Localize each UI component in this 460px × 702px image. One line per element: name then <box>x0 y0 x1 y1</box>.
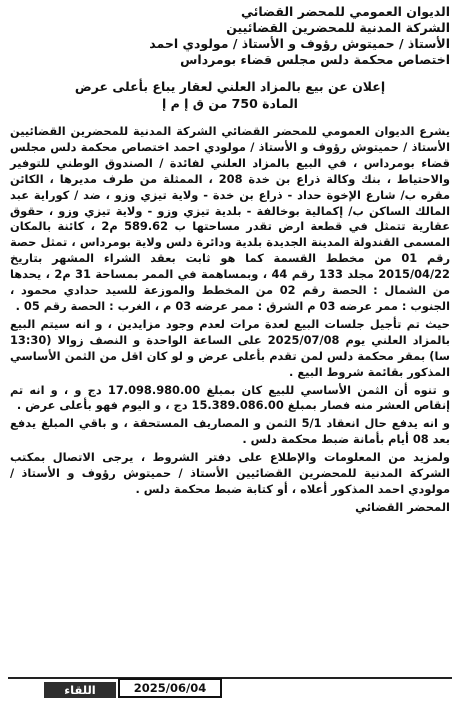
title-line: المادة 750 من ق إ م إ <box>162 96 298 111</box>
header-line: الأستاذ / حميتوش رؤوف و الأستاذ / مولودي احمد <box>149 36 450 51</box>
body-paragraph: حيث تم تأجيل جلسات البيع لعدة مرات لعدم وجود مزايدين ، و انه سيتم البيع بالمزاد العلني يوم 2025/07/08 على الساعة الواحدة و النصف زوالا (13:30 سا) بمقر محكمة دلس لمن تقدم بأعلى عرض و لو كان اقل من الثمن الأساسي المذكور بقائمة شروط البيع . <box>10 316 450 379</box>
publication-date: 2025/06/04 <box>118 678 222 698</box>
newspaper-name: اللقاء <box>44 682 116 698</box>
notice-title <box>10 78 450 112</box>
header-line: الديوان العمومي للمحضر القضائي <box>241 4 450 19</box>
body-paragraph: و تنوه أن الثمن الأساسي للبيع كان بمبلغ 17.098.980.00 دج و ، و انه تم إنقاص العشر منه فصار بمبلغ 15.389.086.00 دج ، و اليوم فهو بأعلى عرض . <box>10 382 450 413</box>
footer-bar <box>8 677 452 699</box>
body-paragraph: ولمزيد من المعلومات والإطلاع على دفتر الشروط ، يرجى الاتصال بمكتب الشركة المدنية للمحضرين القضائيين الأستاذ / حميتوش رؤوف و الأستاذ / مولودي احمد المذكور أعلاه ، أو كتابة ضبط محكمة دلس . <box>10 450 450 496</box>
body-paragraph: يشرع الديوان العمومي للمحضر القضائي الشركة المدنية للمحضرين القضائيين الأستاذ / حميتوش رؤوف و الأستاذ / مولودي احمد اختصاص محكمة دلس مجلس قضاء بومرداس ، في البيع بالمزاد العلني لفائدة / الصندوق الوطني للتوفير والاحتياط ، بنك وكالة ذراع بن خدة 208 ، الممثلة من طرف مديرها ، الكائن مقره ب/ شارع الإخوة حداد - ذراع بن خدة - ولاية تيزي وزو ، ضد / كوراية عبد المالك الساكن ب/ إكمالية بوخالفة - بلدية تيزي وزو - ولاية تيزي وزو ، حقوق عقارية تتمثل في قطعة ارض تقدر مساحتها ب 589.62 م2 ، كائنة بالمكان المسمى القندولة المدينة الجديدة بلدية ودائرة دلس ولاية بومرداس ، تمثل حصة رقم 01 من مخطط القسمة كما هو ثابت بعقد الشراء المشهر بتاريخ 2015/04/22 مجلد 133 رقم 44 ، وبمساهمة في الممر بمساحة 31 م2 ، يحدها من الشمال : الحصة رقم 02 من المخطط والموزعة للسيد حدادي محمود ، الجنوب : ممر عرضه 03 م الشرق : ممر عرضه 03 م ، الغرب : الحصة رقم 05 . <box>10 124 451 313</box>
header-line: الشركة المدنية للمحضرين القضائيين <box>226 20 450 35</box>
notice-body <box>10 124 450 498</box>
title-line: إعلان عن بيع بالمزاد العلني لعقار يباع بأعلى عرض <box>74 79 386 94</box>
body-paragraph: و انه يدفع حال انعقاد 5/1 الثمن و المصاريف المستحقة ، و باقي المبلغ يدفع بعد 08 أيام بأمانة ضبط محكمة دلس . <box>10 416 450 447</box>
signature: المحضر القضائي <box>355 499 450 514</box>
office-header <box>10 4 450 68</box>
header-line: اختصاص محكمة دلس مجلس قضاء بومرداس <box>180 52 450 67</box>
